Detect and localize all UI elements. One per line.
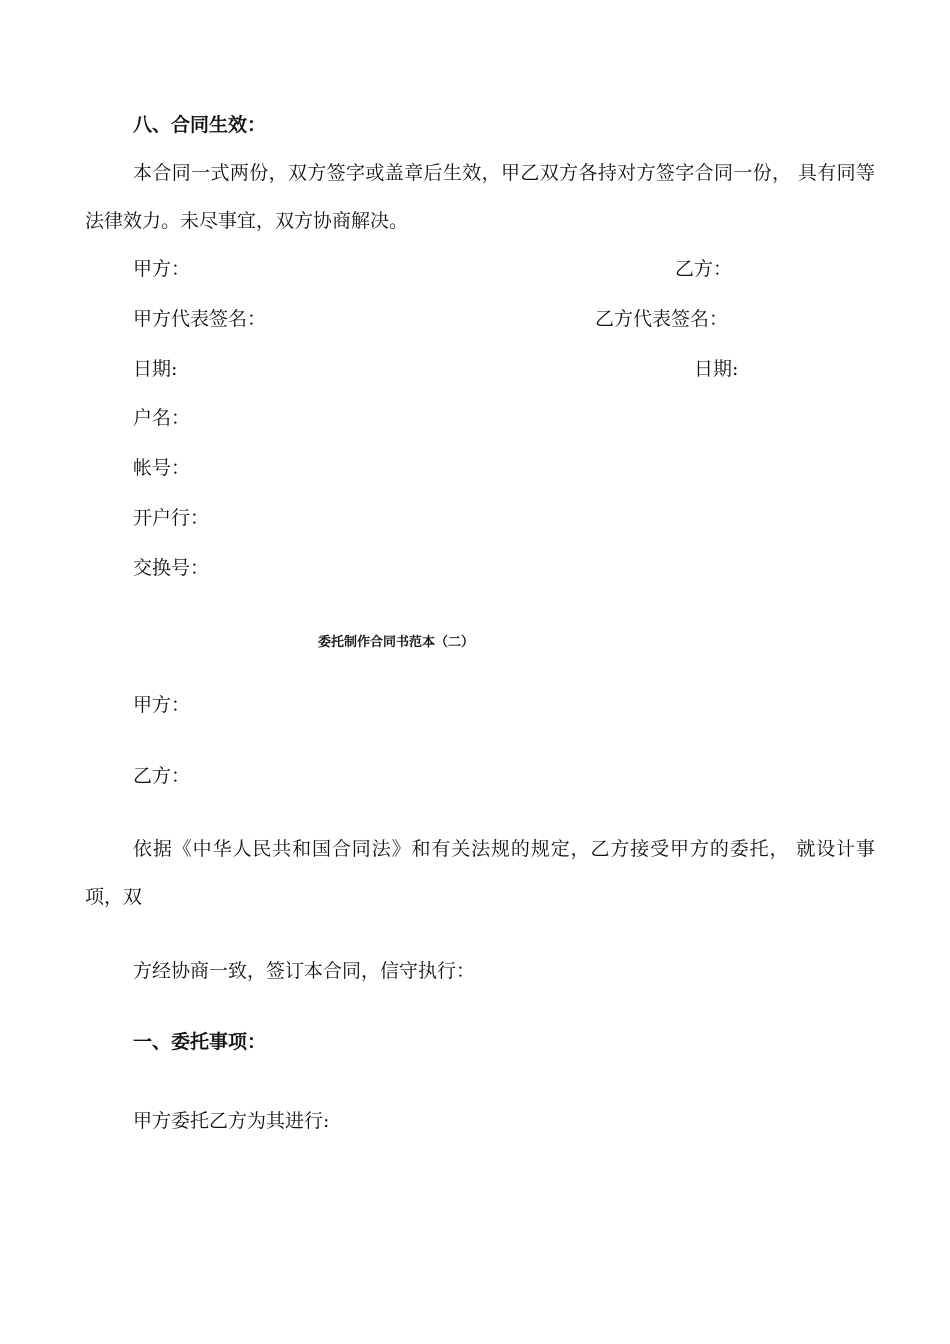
account-number-label: 帐号： — [133, 457, 191, 479]
contract-2-preamble: 依据《中华人民共和国合同法》和有关法规的规定，乙方接受甲方的委托， 就设计事项，双 — [85, 838, 875, 908]
contract-2-party-a-label: 甲方： — [133, 694, 191, 716]
bank-label: 开户行： — [133, 507, 210, 529]
contract-2-party-b-label: 乙方： — [133, 765, 191, 787]
party-b-representative-label: 乙方代表签名： — [595, 308, 729, 330]
section-8-body: 本合同一式两份，双方签字或盖章后生效，甲乙双方各持对方签字合同一份， 具有同等法律效力。未尽事宜，双方协商解决。 — [85, 162, 875, 232]
contract-2-preamble-continued: 方经协商一致，签订本合同，信守执行： — [133, 960, 476, 982]
section-1-heading: 一、委托事项： — [133, 1031, 267, 1053]
section-8-heading: 八、合同生效： — [133, 114, 267, 136]
section-1-body: 甲方委托乙方为其进行: — [133, 1110, 330, 1132]
exchange-number-label: 交换号： — [133, 557, 210, 579]
party-b-date-label: 日期: — [694, 358, 739, 380]
party-b-label: 乙方： — [675, 258, 733, 280]
account-name-label: 户名： — [133, 407, 191, 429]
party-a-representative-label: 甲方代表签名： — [133, 308, 267, 330]
party-a-label: 甲方： — [133, 258, 191, 280]
contract-2-title: 委托制作合同书范本（二） — [318, 635, 475, 650]
party-a-date-label: 日期: — [133, 358, 178, 380]
